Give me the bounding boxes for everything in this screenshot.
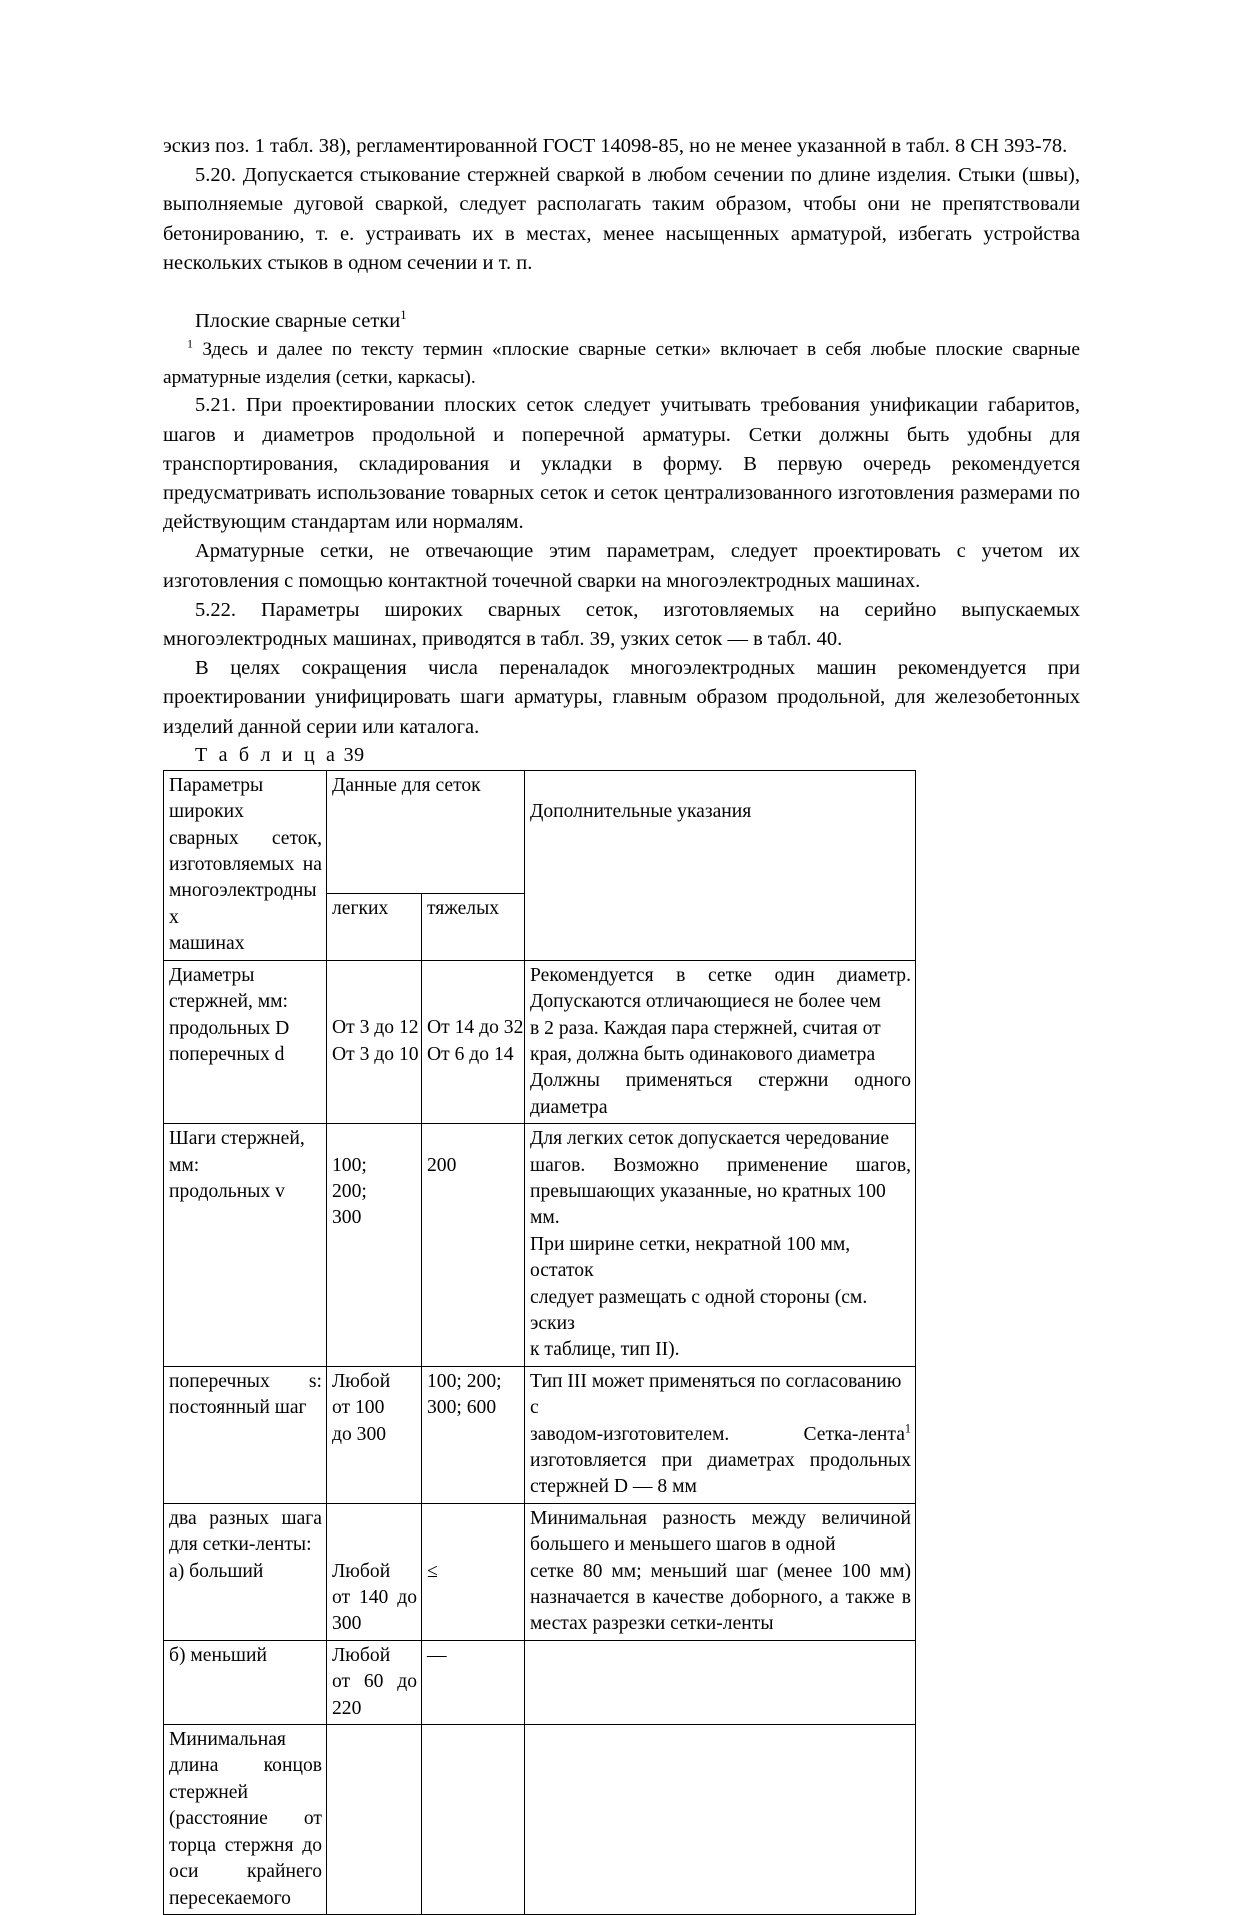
param-line-2: стержней xyxy=(169,1781,248,1803)
row-notes-two-pitches xyxy=(525,1503,916,1640)
light-line-2: 200; xyxy=(332,1180,367,1202)
light-spacer-0 xyxy=(332,1506,417,1532)
heavy-line-2: ≤ xyxy=(427,1560,438,1582)
note-line-2: сетке 80 мм; меньший шаг (менее 100 мм) xyxy=(530,1560,911,1582)
table-row xyxy=(164,1725,916,1915)
light-line-0: Любой xyxy=(332,1644,391,1666)
light-spacer-0 xyxy=(332,1126,417,1152)
heavy-line-3: От 6 до 14 xyxy=(427,1043,514,1065)
param-line-2: продольных v xyxy=(169,1180,285,1202)
note-line-2: превышающих указанные, но кратных 100 мм. xyxy=(530,1180,886,1229)
row-notes-smaller xyxy=(525,1640,916,1724)
note-line-0: Тип III может применяться по согласованию с xyxy=(530,1370,902,1419)
param-line-0: Минимальная xyxy=(169,1729,286,1751)
heavy-spacer-1 xyxy=(427,989,520,1015)
light-spacer-1 xyxy=(332,1532,417,1558)
row-light-transverse xyxy=(327,1366,422,1503)
param-line-1: постоянный шаг xyxy=(169,1397,307,1419)
row-light-min-length xyxy=(327,1725,422,1915)
header-line-1: широких xyxy=(169,801,244,823)
note-line-3: назначается в качестве доборного, а также в xyxy=(530,1587,911,1609)
note-line-4: местах разрезки сетки-ленты xyxy=(530,1613,774,1635)
row-param-smaller xyxy=(164,1640,327,1724)
note-line-5: диаметра xyxy=(530,1096,608,1118)
document-body xyxy=(163,132,1080,742)
note-line-3: При ширине сетки, некратной 100 мм, остаток xyxy=(530,1233,851,1282)
header-line-5: машинах xyxy=(169,933,245,955)
light-line-1: от 100 xyxy=(332,1397,385,1419)
table-row xyxy=(164,1124,916,1367)
param-line-1: для сетки-ленты: xyxy=(169,1534,312,1556)
table-39 xyxy=(163,770,916,1915)
light-line-4: 300 xyxy=(332,1613,362,1635)
param-line-0: Шаги стержней, xyxy=(169,1128,305,1150)
row-notes-pitches xyxy=(525,1124,916,1367)
param-line-0: два разных шага xyxy=(169,1507,322,1529)
footnote-text: Здесь и далее по тексту термин «плоские сварные сетки» включает в себя любые плоские сварные арматурные изделия (сетки, каркасы). xyxy=(163,339,1080,388)
row-notes-min-length xyxy=(525,1725,916,1915)
header-group-spacer xyxy=(332,799,520,825)
light-line-1: 100; xyxy=(332,1154,367,1176)
light-line-0: Любой xyxy=(332,1370,391,1392)
heavy-spacer-0 xyxy=(427,1506,520,1532)
header-line-2: сварных сеток, xyxy=(169,827,322,849)
param-line-0: б) меньший xyxy=(169,1644,267,1666)
light-line-3: От 3 до 10 xyxy=(332,1043,419,1065)
note-line-1: большего и меньшего шагов в одной xyxy=(530,1534,836,1556)
param-line-5: оси крайнего xyxy=(169,1861,322,1883)
footnote-marker: 1 xyxy=(187,336,194,351)
table-row xyxy=(164,1503,916,1640)
paragraph-intro-1: 5.20. Допускается стыкование стержней сваркой в любом сечении по длине изделия. Стыки (швы), выполняемые дуговой сваркой, следует располагать таким образом, чтобы они не препятствовали бетонированию, т. е. устраивать их в местах, менее насыщенных арматурой, избегать устройства нескольких стыков в одном сечении и т. п. xyxy=(163,164,1080,274)
param-line-1: стержней, мм: xyxy=(169,991,288,1013)
header-cell-parameters xyxy=(164,770,327,960)
heavy-line-2: От 14 до 32 xyxy=(427,1017,524,1039)
param-line-3: (расстояние от xyxy=(169,1808,322,1830)
param-line-1: мм: xyxy=(169,1154,200,1176)
note-line-1-text: заводом-изготовителем. Сетка-лента xyxy=(530,1423,905,1445)
row-heavy-transverse xyxy=(422,1366,525,1503)
row-light-smaller xyxy=(327,1640,422,1724)
param-line-2: а) больший xyxy=(169,1560,264,1582)
note-line-0: Рекомендуется в сетке один диаметр. xyxy=(530,964,911,986)
table-row xyxy=(164,1640,916,1724)
note-line-3: края, должна быть одинакового диаметра xyxy=(530,1043,876,1065)
footnote-ref-marker: 1 xyxy=(400,308,407,323)
light-line-3: 300 xyxy=(332,1207,362,1229)
row-heavy-two-pitches xyxy=(422,1503,525,1640)
paragraph-5-21: 5.21. При проектировании плоских сеток следует учитывать требования унификации габаритов, шагов и диаметров продольной и поперечной арматуры. Сетки должны быть удобны для транспортирования, складирования и укладки в форму. В первую очередь рекомендуется предусматривать использование товарных сеток и сеток централизованного изготовления размерами по действующим стандартам или нормалям. xyxy=(163,394,1080,534)
header-cell-additional-notes xyxy=(525,770,916,960)
note-line-0: Для легких сеток допускается чередование xyxy=(530,1128,890,1150)
note-line-4: следует размещать с одной стороны (см. эскиз xyxy=(530,1286,868,1334)
heavy-line-0: 100; 200; xyxy=(427,1370,502,1392)
note-line-1 xyxy=(530,1422,911,1448)
paragraph-spacer xyxy=(163,278,1080,307)
heavy-line-0: — xyxy=(427,1644,447,1666)
light-spacer-0 xyxy=(332,963,417,989)
header-cell-light: легких xyxy=(327,893,422,960)
table-caption-label: Т а б л и ц а xyxy=(195,743,339,766)
table-row xyxy=(164,960,916,1123)
header-notes-label: Дополнительные указания xyxy=(530,801,752,823)
paragraph-unification: В целях сокращения числа переналадок многоэлектродных машин рекомендуется при проектировании унифицировать шаги арматуры, главным образом продольной, для железобетонных изделий данной серии или каталога. xyxy=(163,657,1080,738)
header-line-0: Параметры xyxy=(169,774,264,796)
row-param-min-length xyxy=(164,1725,327,1915)
paragraph-5-22: 5.22. Параметры широких сварных сеток, изготовляемых на серийно выпускаемых многоэлектродных машинах, приводятся в табл. 39, узких сеток — в табл. 40. xyxy=(163,598,1080,651)
light-line-3: от 140 до xyxy=(332,1587,417,1608)
header-cell-heavy: тяжелых xyxy=(422,893,525,960)
row-heavy-min-length xyxy=(422,1725,525,1915)
light-line-2: Любой xyxy=(332,1560,391,1582)
header-group-label: Данные для сеток xyxy=(332,774,481,796)
paragraph-intro-0: эскиз поз. 1 табл. 38), регламентированной ГОСТ 14098-85, но не менее указанной в табл. 8 СН 393-78. xyxy=(163,135,1068,157)
heavy-line-1: 300; 600 xyxy=(427,1397,497,1419)
row-param-pitches xyxy=(164,1124,327,1367)
param-line-0: Диаметры xyxy=(169,964,255,986)
header-line-4: многоэлектродных xyxy=(169,880,317,928)
header-notes-spacer xyxy=(530,773,911,799)
param-line-0: поперечных s: xyxy=(169,1370,322,1392)
param-line-2: продольных D xyxy=(169,1017,290,1039)
header-line-3: изготовляемых на xyxy=(169,854,322,876)
table-caption xyxy=(163,742,1080,768)
note-line-2: в 2 раза. Каждая пара стержней, считая от xyxy=(530,1017,881,1039)
row-notes-diameters xyxy=(525,960,916,1123)
row-light-two-pitches xyxy=(327,1503,422,1640)
footnote-ref-marker-tape: 1 xyxy=(904,1421,911,1436)
note-line-4: Должны применяться стержни одного xyxy=(530,1070,911,1092)
row-light-pitches xyxy=(327,1124,422,1367)
note-line-3: стержней D — 8 мм xyxy=(530,1476,697,1498)
note-line-5: к таблице, тип II). xyxy=(530,1339,680,1361)
light-line-2: От 3 до 12 xyxy=(332,1017,419,1039)
param-line-4: торца стержня до xyxy=(169,1834,322,1856)
table-header-row-top xyxy=(164,770,916,893)
paragraph-grids-note: Арматурные сетки, не отвечающие этим параметрам, следует проектировать с учетом их изготовления с помощью контактной точечной сварки на многоэлектродных машинах. xyxy=(163,540,1080,592)
param-line-3: поперечных d xyxy=(169,1043,285,1065)
header-cell-group-data xyxy=(327,770,525,893)
note-line-1: шагов. Возможно применение шагов, xyxy=(530,1154,911,1176)
footnote-line xyxy=(163,336,1080,391)
table-caption-number: 39 xyxy=(343,743,365,766)
row-param-two-pitches xyxy=(164,1503,327,1640)
row-heavy-smaller xyxy=(422,1640,525,1724)
heavy-spacer-0 xyxy=(427,963,520,989)
row-param-diameters xyxy=(164,960,327,1123)
heavy-spacer-1 xyxy=(427,1532,520,1558)
note-line-2: изготовляется при диаметрах продольных xyxy=(530,1450,911,1471)
table-row xyxy=(164,1366,916,1503)
section-heading-text: Плоские сварные сетки xyxy=(195,310,401,333)
section-heading xyxy=(163,307,1080,336)
row-heavy-diameters xyxy=(422,960,525,1123)
heavy-spacer-0 xyxy=(427,1126,520,1152)
light-line-1: от 60 до xyxy=(332,1671,417,1693)
row-light-diameters xyxy=(327,960,422,1123)
param-line-1: длина концов xyxy=(169,1755,322,1777)
light-line-2: до 300 xyxy=(332,1423,387,1445)
note-line-1: Допускаются отличающиеся не более чем xyxy=(530,991,881,1013)
param-line-6: пересекаемого xyxy=(169,1887,291,1909)
row-notes-transverse xyxy=(525,1366,916,1503)
row-param-transverse xyxy=(164,1366,327,1503)
heavy-line-1: 200 xyxy=(427,1154,457,1176)
row-heavy-pitches xyxy=(422,1124,525,1367)
light-line-2: 220 xyxy=(332,1697,362,1719)
note-line-0: Минимальная разность между величиной xyxy=(530,1507,911,1529)
light-spacer-1 xyxy=(332,989,417,1015)
